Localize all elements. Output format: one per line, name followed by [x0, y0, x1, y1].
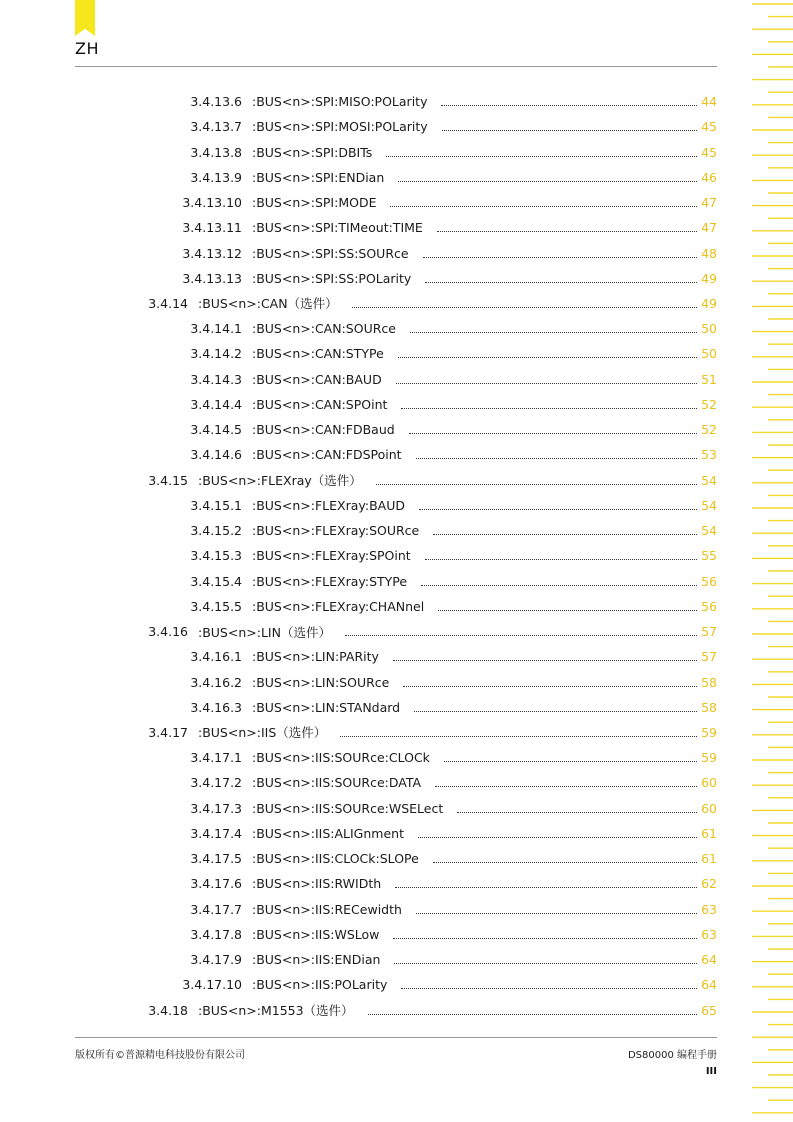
toc-dot-leader	[345, 635, 697, 636]
toc-entry-title: :BUS<n>:LIN:SOURce	[252, 674, 390, 690]
toc-entry-number: 3.4.15.2	[190, 523, 242, 539]
toc-entry-title: :BUS<n>:IIS:CLOCk:SLOPe	[252, 851, 419, 867]
toc-entry[interactable]	[0, 215, 717, 240]
toc-dot-leader	[393, 938, 697, 939]
toc-entry-title: :BUS<n>:IIS:SOURce:CLOCk	[252, 750, 430, 766]
toc-dot-leader	[433, 862, 697, 863]
toc-entry-page[interactable]: 49	[701, 270, 717, 286]
toc-entry[interactable]	[0, 417, 717, 442]
toc-dot-leader	[416, 913, 697, 914]
toc-entry[interactable]	[0, 316, 717, 341]
toc-entry-title: :BUS<n>:IIS:ALIGnment	[252, 825, 404, 841]
toc-entry[interactable]	[0, 291, 717, 316]
toc-entry-number: 3.4.17.4	[190, 825, 242, 841]
toc-entry-title: :BUS<n>:IIS:RWIDth	[252, 876, 382, 892]
toc-entry-page[interactable]: 54	[701, 523, 717, 539]
toc-entry-title: :BUS<n>:CAN:SOURce	[252, 321, 396, 337]
toc-entry[interactable]	[0, 139, 717, 164]
manual-title: DS80000 编程手册	[627, 1050, 717, 1061]
toc-entry-title: :BUS<n>:FLEXray:CHANnel	[252, 598, 425, 614]
toc-entry-page[interactable]: 65	[701, 1002, 717, 1018]
toc-entry-number: 3.4.13.9	[190, 169, 242, 185]
table-of-contents	[0, 89, 793, 1023]
toc-entry-page[interactable]: 50	[701, 346, 717, 362]
toc-entry-page[interactable]: 53	[701, 447, 717, 463]
toc-entry-page[interactable]: 57	[701, 649, 717, 665]
toc-entry[interactable]	[0, 240, 717, 265]
toc-entry-title: :BUS<n>:CAN:FDBaud	[252, 422, 395, 438]
toc-dot-leader	[441, 105, 697, 106]
toc-entry-title: :BUS<n>:SPI:MOSI:POLarity	[252, 119, 428, 135]
toc-dot-leader	[398, 181, 697, 182]
header-divider	[75, 66, 717, 67]
toc-dot-leader	[425, 559, 697, 560]
toc-dot-leader	[416, 458, 697, 459]
toc-entry-number: 3.4.18	[148, 1002, 188, 1018]
toc-entry[interactable]	[0, 770, 717, 795]
toc-dot-leader	[393, 660, 697, 661]
toc-entry-page[interactable]: 58	[701, 699, 717, 715]
toc-entry[interactable]	[0, 568, 717, 593]
toc-entry-page[interactable]: 64	[701, 952, 717, 968]
toc-dot-leader	[395, 887, 697, 888]
toc-entry-title: :BUS<n>:IIS:WSLow	[252, 926, 380, 942]
toc-entry-number: 3.4.14.4	[190, 396, 242, 412]
toc-entry-title: :BUS<n>:CAN:BAUD	[252, 371, 382, 387]
toc-entry-page[interactable]: 61	[701, 851, 717, 867]
toc-dot-leader	[352, 307, 697, 308]
toc-dot-leader	[401, 408, 697, 409]
toc-entry-title: :BUS<n>:M1553（选件）	[198, 1003, 354, 1019]
toc-entry[interactable]	[0, 619, 717, 644]
toc-entry-page[interactable]: 47	[701, 195, 717, 211]
toc-entry-number: 3.4.13.12	[182, 245, 242, 261]
toc-entry-title: :BUS<n>:SPI:DBITs	[252, 144, 373, 160]
toc-entry-page[interactable]: 50	[701, 321, 717, 337]
toc-entry-number: 3.4.14	[148, 295, 188, 311]
toc-entry[interactable]	[0, 114, 717, 139]
toc-entry-number: 3.4.17.9	[190, 952, 242, 968]
toc-entry[interactable]	[0, 493, 717, 518]
toc-entry[interactable]	[0, 367, 717, 392]
toc-entry-number: 3.4.17.1	[190, 750, 242, 766]
toc-entry-title: :BUS<n>:IIS:SOURce:WSELect	[252, 800, 444, 816]
toc-entry[interactable]	[0, 695, 717, 720]
toc-entry-number: 3.4.13.10	[182, 195, 242, 211]
toc-entry-title: :BUS<n>:IIS:RECewidth	[252, 901, 402, 917]
toc-entry[interactable]	[0, 947, 717, 972]
toc-dot-leader	[368, 1014, 697, 1015]
toc-entry-number: 3.4.15.4	[190, 573, 242, 589]
toc-entry-number: 3.4.17.3	[190, 800, 242, 816]
toc-entry-title: :BUS<n>:FLEXray:BAUD	[252, 497, 405, 513]
toc-entry[interactable]	[0, 972, 717, 997]
toc-entry-title: :BUS<n>:FLEXray:SOURce	[252, 523, 420, 539]
toc-dot-leader	[442, 130, 697, 131]
toc-dot-leader	[435, 786, 697, 787]
toc-entry[interactable]	[0, 468, 717, 493]
toc-entry-number: 3.4.14.3	[190, 371, 242, 387]
toc-entry-title: :BUS<n>:CAN（选件）	[198, 296, 338, 312]
toc-entry-number: 3.4.17.7	[190, 901, 242, 917]
toc-entry[interactable]	[0, 796, 717, 821]
toc-entry-title: :BUS<n>:FLEXray（选件）	[198, 473, 362, 489]
toc-entry-number: 3.4.17.10	[182, 977, 242, 993]
toc-entry[interactable]	[0, 518, 717, 543]
toc-entry[interactable]	[0, 341, 717, 366]
toc-entry-page[interactable]: 52	[701, 396, 717, 412]
toc-entry-page[interactable]: 46	[701, 169, 717, 185]
toc-dot-leader	[409, 433, 697, 434]
toc-entry-number: 3.4.17.8	[190, 926, 242, 942]
toc-dot-leader	[433, 534, 697, 535]
toc-entry-page[interactable]: 60	[701, 775, 717, 791]
toc-entry-number: 3.4.17.2	[190, 775, 242, 791]
toc-entry-number: 3.4.13.7	[190, 119, 242, 135]
toc-entry[interactable]	[0, 720, 717, 745]
toc-dot-leader	[418, 837, 697, 838]
toc-entry-page[interactable]: 59	[701, 750, 717, 766]
toc-entry-page[interactable]: 59	[701, 724, 717, 740]
toc-entry-page[interactable]: 58	[701, 674, 717, 690]
toc-entry-page[interactable]: 55	[701, 548, 717, 564]
toc-entry-title: :BUS<n>:LIN:STANdard	[252, 699, 401, 715]
toc-dot-leader	[394, 963, 697, 964]
toc-entry-title: :BUS<n>:FLEXray:STYPe	[252, 573, 408, 589]
toc-entry-page[interactable]: 51	[701, 371, 717, 387]
toc-dot-leader	[403, 686, 697, 687]
toc-dot-leader	[390, 206, 697, 207]
toc-entry-number: 3.4.14.5	[190, 422, 242, 438]
toc-entry[interactable]	[0, 846, 717, 871]
toc-dot-leader	[423, 257, 697, 258]
toc-entry-page[interactable]: 45	[701, 144, 717, 160]
toc-entry[interactable]	[0, 89, 717, 114]
toc-entry[interactable]	[0, 669, 717, 694]
toc-entry-title: :BUS<n>:CAN:STYPe	[252, 346, 384, 362]
toc-dot-leader	[398, 357, 697, 358]
toc-dot-leader	[419, 509, 697, 510]
toc-entry-number: 3.4.16	[148, 624, 188, 640]
toc-dot-leader	[437, 231, 697, 232]
toc-entry-title: :BUS<n>:FLEXray:SPOint	[252, 548, 411, 564]
toc-entry-number: 3.4.14.1	[190, 321, 242, 337]
toc-entry-number: 3.4.13.13	[182, 270, 242, 286]
toc-entry-number: 3.4.17.6	[190, 876, 242, 892]
toc-dot-leader	[340, 736, 697, 737]
toc-entry-page[interactable]: 64	[701, 977, 717, 993]
toc-entry-page[interactable]: 61	[701, 825, 717, 841]
toc-entry[interactable]	[0, 922, 717, 947]
toc-entry-page[interactable]: 45	[701, 119, 717, 135]
toc-entry-title: :BUS<n>:SPI:MISO:POLarity	[252, 94, 428, 110]
toc-entry[interactable]	[0, 821, 717, 846]
toc-dot-leader	[376, 484, 697, 485]
toc-entry[interactable]	[0, 644, 717, 669]
toc-entry-page[interactable]: 48	[701, 245, 717, 261]
toc-dot-leader	[444, 761, 697, 762]
toc-entry[interactable]	[0, 392, 717, 417]
toc-entry[interactable]	[0, 442, 717, 467]
toc-entry-page[interactable]: 63	[701, 926, 717, 942]
toc-entry-page[interactable]: 54	[701, 472, 717, 488]
toc-entry-page[interactable]: 54	[701, 497, 717, 513]
toc-entry-page[interactable]: 52	[701, 422, 717, 438]
bookmark-flag-icon	[75, 0, 95, 36]
toc-entry-page[interactable]: 49	[701, 295, 717, 311]
toc-entry-page[interactable]: 47	[701, 220, 717, 236]
toc-dot-leader	[410, 332, 697, 333]
toc-dot-leader	[401, 988, 697, 989]
page-number: III	[705, 1066, 717, 1077]
toc-entry-number: 3.4.14.6	[190, 447, 242, 463]
toc-entry[interactable]	[0, 745, 717, 770]
toc-entry-title: :BUS<n>:SPI:TIMeout:TIME	[252, 220, 423, 236]
toc-entry-title: :BUS<n>:LIN（选件）	[198, 624, 331, 640]
toc-entry-number: 3.4.14.2	[190, 346, 242, 362]
toc-dot-leader	[396, 383, 697, 384]
toc-entry-title: :BUS<n>:CAN:FDSPoint	[252, 447, 402, 463]
toc-entry-number: 3.4.13.6	[190, 94, 242, 110]
toc-dot-leader	[421, 585, 697, 586]
toc-entry-title: :BUS<n>:SPI:ENDian	[252, 169, 385, 185]
toc-entry[interactable]	[0, 871, 717, 896]
toc-entry[interactable]	[0, 266, 717, 291]
toc-entry-number: 3.4.16.2	[190, 674, 242, 690]
toc-dot-leader	[425, 282, 697, 283]
toc-entry[interactable]	[0, 165, 717, 190]
toc-entry-page[interactable]: 62	[701, 876, 717, 892]
toc-entry-page[interactable]: 56	[701, 573, 717, 589]
language-label: ZH	[75, 39, 99, 58]
toc-dot-leader	[457, 812, 697, 813]
toc-entry-number: 3.4.13.8	[190, 144, 242, 160]
toc-entry-number: 3.4.15.5	[190, 598, 242, 614]
toc-entry-number: 3.4.16.1	[190, 649, 242, 665]
toc-entry[interactable]	[0, 897, 717, 922]
toc-entry-title: :BUS<n>:IIS:SOURce:DATA	[252, 775, 422, 791]
toc-entry-page[interactable]: 60	[701, 800, 717, 816]
toc-entry-title: :BUS<n>:IIS:POLarity	[252, 977, 388, 993]
toc-entry-page[interactable]: 44	[701, 94, 717, 110]
footer-divider	[75, 1037, 717, 1038]
toc-dot-leader	[438, 610, 697, 611]
toc-entry-title: :BUS<n>:SPI:SS:POLarity	[252, 270, 412, 286]
toc-entry-page[interactable]: 56	[701, 598, 717, 614]
toc-entry-title: :BUS<n>:CAN:SPOint	[252, 396, 388, 412]
copyright-text: 版权所有©普源精电科技股份有限公司	[75, 1050, 245, 1061]
toc-entry-title: :BUS<n>:LIN:PARity	[252, 649, 379, 665]
toc-entry-number: 3.4.13.11	[182, 220, 242, 236]
toc-entry-number: 3.4.16.3	[190, 699, 242, 715]
toc-entry-number: 3.4.17	[148, 724, 188, 740]
toc-entry[interactable]	[0, 543, 717, 568]
toc-entry[interactable]	[0, 997, 717, 1022]
toc-entry-number: 3.4.17.5	[190, 851, 242, 867]
toc-entry-page[interactable]: 63	[701, 901, 717, 917]
toc-entry-title: :BUS<n>:SPI:SS:SOURce	[252, 245, 409, 261]
toc-entry-number: 3.4.15.3	[190, 548, 242, 564]
toc-dot-leader	[414, 711, 697, 712]
toc-entry-number: 3.4.15	[148, 472, 188, 488]
toc-entry-title: :BUS<n>:SPI:MODE	[252, 195, 377, 211]
toc-entry-title: :BUS<n>:IIS（选件）	[198, 725, 327, 741]
toc-entry[interactable]	[0, 594, 717, 619]
toc-entry-title: :BUS<n>:IIS:ENDian	[252, 952, 381, 968]
toc-entry-number: 3.4.15.1	[190, 497, 242, 513]
toc-entry-page[interactable]: 57	[701, 624, 717, 640]
toc-dot-leader	[386, 156, 697, 157]
toc-entry[interactable]	[0, 190, 717, 215]
